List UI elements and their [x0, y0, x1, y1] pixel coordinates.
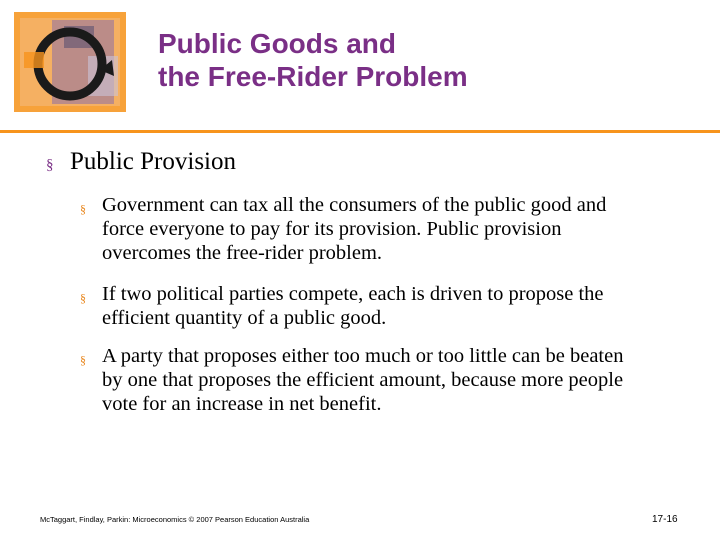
square-bullet-icon: §: [80, 202, 86, 216]
heading-text: Public Provision: [70, 148, 236, 175]
list-item: [80, 282, 640, 330]
square-bullet-icon: §: [80, 353, 86, 367]
footer-credit: McTaggart, Findlay, Parkin: Microeconomics © 2007 Pearson Education Australia: [40, 515, 310, 524]
slide-title: [158, 27, 468, 93]
circular-arrow-logo-icon: [14, 12, 126, 112]
title-divider: [0, 130, 720, 133]
heading-bullet-item: [46, 148, 236, 176]
square-bullet-icon: §: [80, 291, 86, 305]
list-item-text: Government can tax all the consumers of the public good and force everyone to pay for its provision. Public provision overcomes the free-rider problem.: [102, 194, 607, 264]
list-item: [80, 193, 640, 265]
list-item-text: If two political parties compete, each is driven to propose the efficient quantity of a public good.: [102, 283, 604, 329]
list-item-text: A party that proposes either too much or too little can be beaten by one that proposes the efficient amount, because more people vote for an increase in net benefit.: [102, 345, 624, 415]
square-bullet-icon: §: [46, 157, 54, 173]
title-line-1: Public Goods and: [158, 28, 397, 59]
list-item: [80, 344, 640, 416]
title-line-2: the Free-Rider Problem: [158, 61, 468, 92]
page-number: 17-16: [652, 514, 678, 525]
